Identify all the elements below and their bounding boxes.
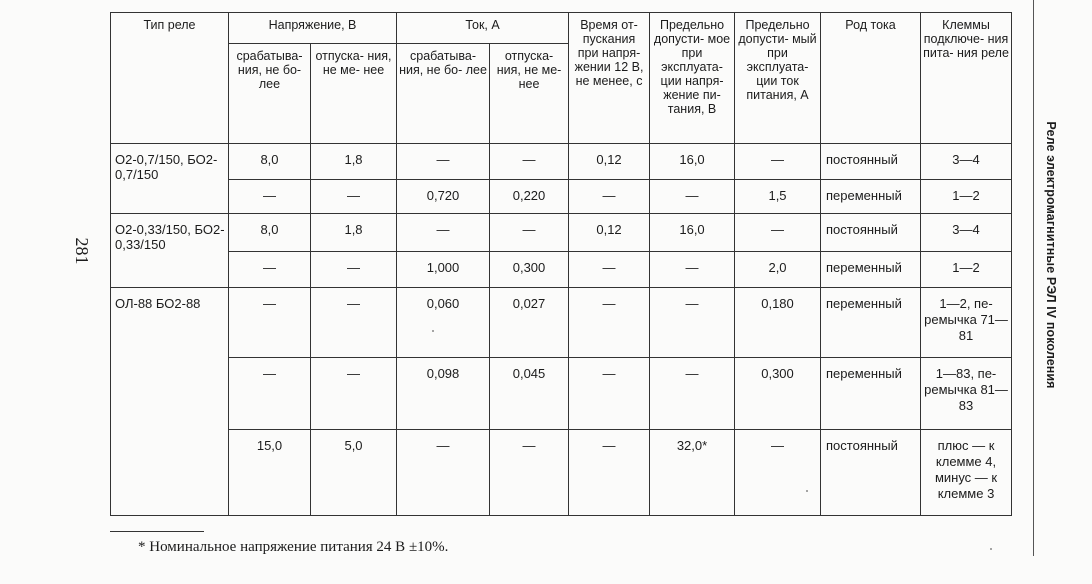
relay-type-cell: О2-0,7/150, БО2-0,7/150 <box>111 144 229 214</box>
scan-speck <box>806 490 808 492</box>
cell-pickup-current: 0,720 <box>397 180 490 214</box>
cell-release-current: 0,045 <box>490 358 569 430</box>
cell-current-kind: постоянный <box>821 430 921 516</box>
cell-pickup-voltage: 8,0 <box>229 144 311 180</box>
cell-pickup-current: — <box>397 214 490 252</box>
cell-terminals: 3—4 <box>921 144 1012 180</box>
cell-pickup-current: — <box>397 144 490 180</box>
cell-current-kind: переменный <box>821 180 921 214</box>
cell-release-time: 0,12 <box>569 214 650 252</box>
cell-current-kind: постоянный <box>821 144 921 180</box>
cell-max-current: — <box>735 430 821 516</box>
header-terminals: Клеммы подключе- ния пита- ния реле <box>921 13 1012 144</box>
cell-release-current: 0,027 <box>490 288 569 358</box>
cell-pickup-current: 0,098 <box>397 358 490 430</box>
cell-pickup-current: 1,000 <box>397 252 490 288</box>
cell-release-current: — <box>490 214 569 252</box>
margin-rule <box>1033 0 1034 556</box>
cell-pickup-current: 0,060 <box>397 288 490 358</box>
cell-pickup-voltage: — <box>229 252 311 288</box>
header-pickup-current: срабатыва- ния, не бо- лее <box>397 44 490 144</box>
cell-current-kind: переменный <box>821 288 921 358</box>
cell-terminals: плюс — к клемме 4, минус — к клемме 3 <box>921 430 1012 516</box>
cell-pickup-voltage: — <box>229 288 311 358</box>
header-max-supply-current: Предельно допусти- мый при эксплуата- ции ток питания, А <box>735 13 821 144</box>
relay-table-container <box>110 12 1012 516</box>
cell-terminals: 1—83, пе- ремычка 81—83 <box>921 358 1012 430</box>
cell-release-time: — <box>569 288 650 358</box>
cell-max-voltage: 16,0 <box>650 144 735 180</box>
cell-release-time: — <box>569 430 650 516</box>
cell-release-time: 0,12 <box>569 144 650 180</box>
cell-release-voltage: — <box>311 252 397 288</box>
cell-max-current: — <box>735 214 821 252</box>
relay-type-cell: ОЛ-88 БО2-88 <box>111 288 229 516</box>
cell-max-current: 0,180 <box>735 288 821 358</box>
cell-terminals: 1—2 <box>921 180 1012 214</box>
header-release-current: отпуска- ния, не ме- нее <box>490 44 569 144</box>
page-number: 281 <box>72 237 92 265</box>
relay-type-cell: О2-0,33/150, БО2-0,33/150 <box>111 214 229 288</box>
running-head: Реле электромагнитные РЭЛ IV поколения <box>1044 121 1058 389</box>
cell-pickup-voltage: — <box>229 358 311 430</box>
scan-speck <box>990 548 992 550</box>
cell-max-voltage: — <box>650 252 735 288</box>
cell-pickup-voltage: 8,0 <box>229 214 311 252</box>
cell-max-voltage: — <box>650 180 735 214</box>
cell-max-current: 0,300 <box>735 358 821 430</box>
cell-max-current: 2,0 <box>735 252 821 288</box>
scan-speck <box>432 330 434 332</box>
header-release-voltage: отпуска- ния, не ме- нее <box>311 44 397 144</box>
cell-max-voltage: 32,0* <box>650 430 735 516</box>
header-voltage-group: Напряжение, В <box>229 13 397 44</box>
cell-release-voltage: 1,8 <box>311 214 397 252</box>
cell-release-voltage: — <box>311 288 397 358</box>
cell-terminals: 3—4 <box>921 214 1012 252</box>
header-release-time: Время от- пускания при напря- жении 12 В, не менее, с <box>569 13 650 144</box>
cell-release-time: — <box>569 180 650 214</box>
cell-release-time: — <box>569 358 650 430</box>
cell-pickup-voltage: 15,0 <box>229 430 311 516</box>
header-current-kind: Род тока <box>821 13 921 144</box>
cell-max-current: 1,5 <box>735 180 821 214</box>
footnote-rule <box>110 531 204 532</box>
cell-current-kind: переменный <box>821 252 921 288</box>
header-relay-type: Тип реле <box>111 13 229 144</box>
cell-release-current: — <box>490 430 569 516</box>
cell-release-voltage: — <box>311 358 397 430</box>
cell-release-time: — <box>569 252 650 288</box>
header-max-supply-voltage: Предельно допусти- мое при эксплуата- ции напря- жение пи- тания, В <box>650 13 735 144</box>
cell-terminals: 1—2, пе- ремычка 71—81 <box>921 288 1012 358</box>
cell-pickup-voltage: — <box>229 180 311 214</box>
header-current-group: Ток, А <box>397 13 569 44</box>
cell-max-voltage: 16,0 <box>650 214 735 252</box>
footnote: * Номинальное напряжение питания 24 В ±10%. <box>138 539 449 555</box>
cell-release-voltage: 1,8 <box>311 144 397 180</box>
cell-current-kind: переменный <box>821 358 921 430</box>
cell-max-voltage: — <box>650 358 735 430</box>
cell-release-voltage: — <box>311 180 397 214</box>
cell-release-current: 0,300 <box>490 252 569 288</box>
cell-max-voltage: — <box>650 288 735 358</box>
relay-specs-table <box>110 12 1012 516</box>
cell-release-current: — <box>490 144 569 180</box>
header-pickup-voltage: срабатыва- ния, не бо- лее <box>229 44 311 144</box>
cell-pickup-current: — <box>397 430 490 516</box>
cell-terminals: 1—2 <box>921 252 1012 288</box>
cell-max-current: — <box>735 144 821 180</box>
cell-current-kind: постоянный <box>821 214 921 252</box>
cell-release-voltage: 5,0 <box>311 430 397 516</box>
cell-release-current: 0,220 <box>490 180 569 214</box>
